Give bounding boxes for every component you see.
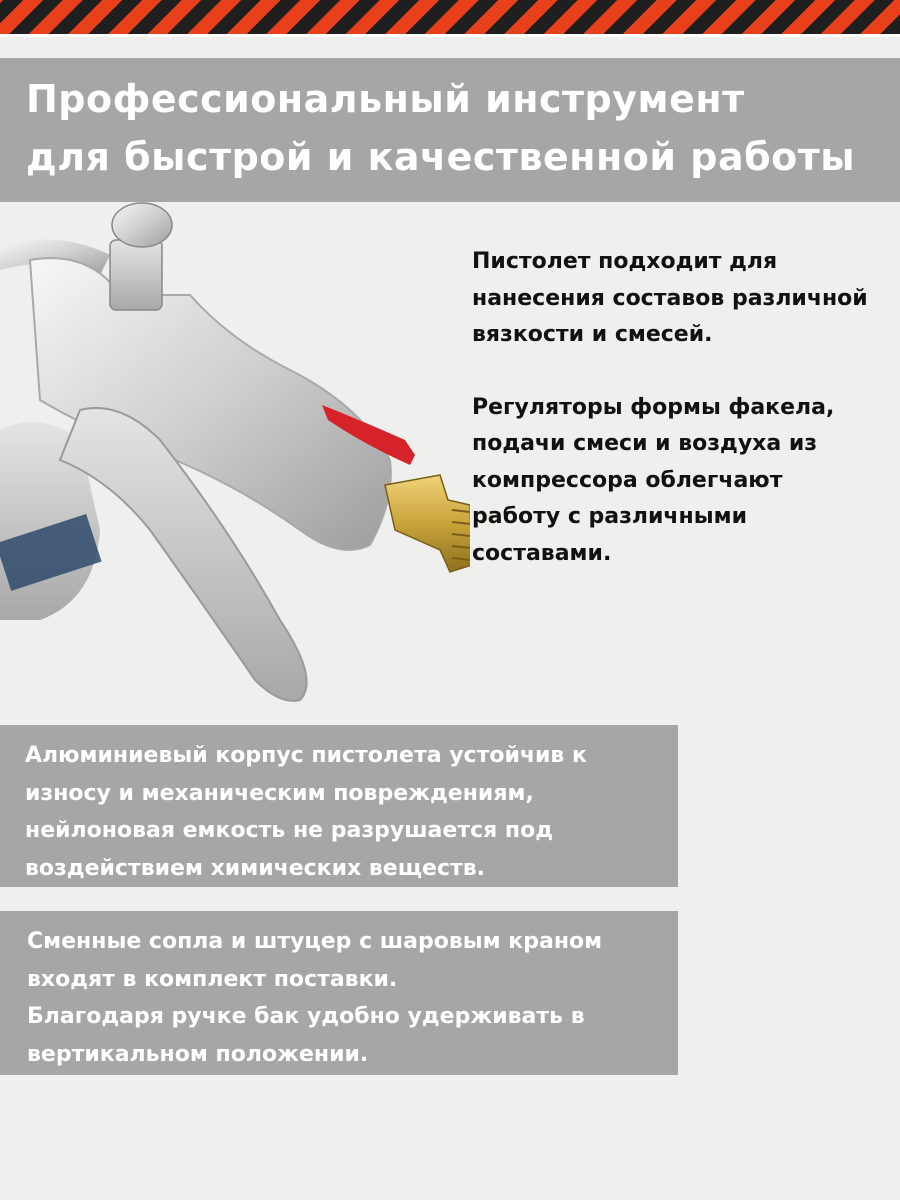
- title-line-1: Профессиональный инструмент: [26, 77, 745, 121]
- adjuster-stem: [110, 240, 162, 310]
- header-banner: [0, 58, 900, 202]
- page-title: [0, 58, 900, 186]
- adjuster-knob: [112, 203, 172, 247]
- feature-box-2-line-2: Благодаря ручке бак удобно удерживать в вертикальном положении.: [27, 1004, 585, 1067]
- spray-gun-image: [0, 200, 470, 710]
- hazard-stripe-bar: [0, 0, 900, 34]
- feature-box-body-material: [0, 725, 678, 887]
- description-paragraph-2: Регуляторы формы факела, подачи смеси и воздуха из компрессора облегчают работу с различными составами.: [472, 394, 835, 566]
- feature-box-1-text: Алюминиевый корпус пистолета устойчив к износу и механическим повреждениям, нейлоновая емкость не разрушается под воздействием химических веществ.: [25, 743, 587, 881]
- title-line-2: для быстрой и качественной работы: [26, 135, 856, 179]
- feature-box-included-parts: [0, 911, 678, 1075]
- description-paragraph-1: Пистолет подходит для нанесения составов различной вязкости и смесей.: [472, 249, 868, 347]
- feature-box-2-line-1: Сменные сопла и штуцер с шаровым краном входят в комплект поставки.: [27, 929, 603, 992]
- description-text: [472, 244, 877, 572]
